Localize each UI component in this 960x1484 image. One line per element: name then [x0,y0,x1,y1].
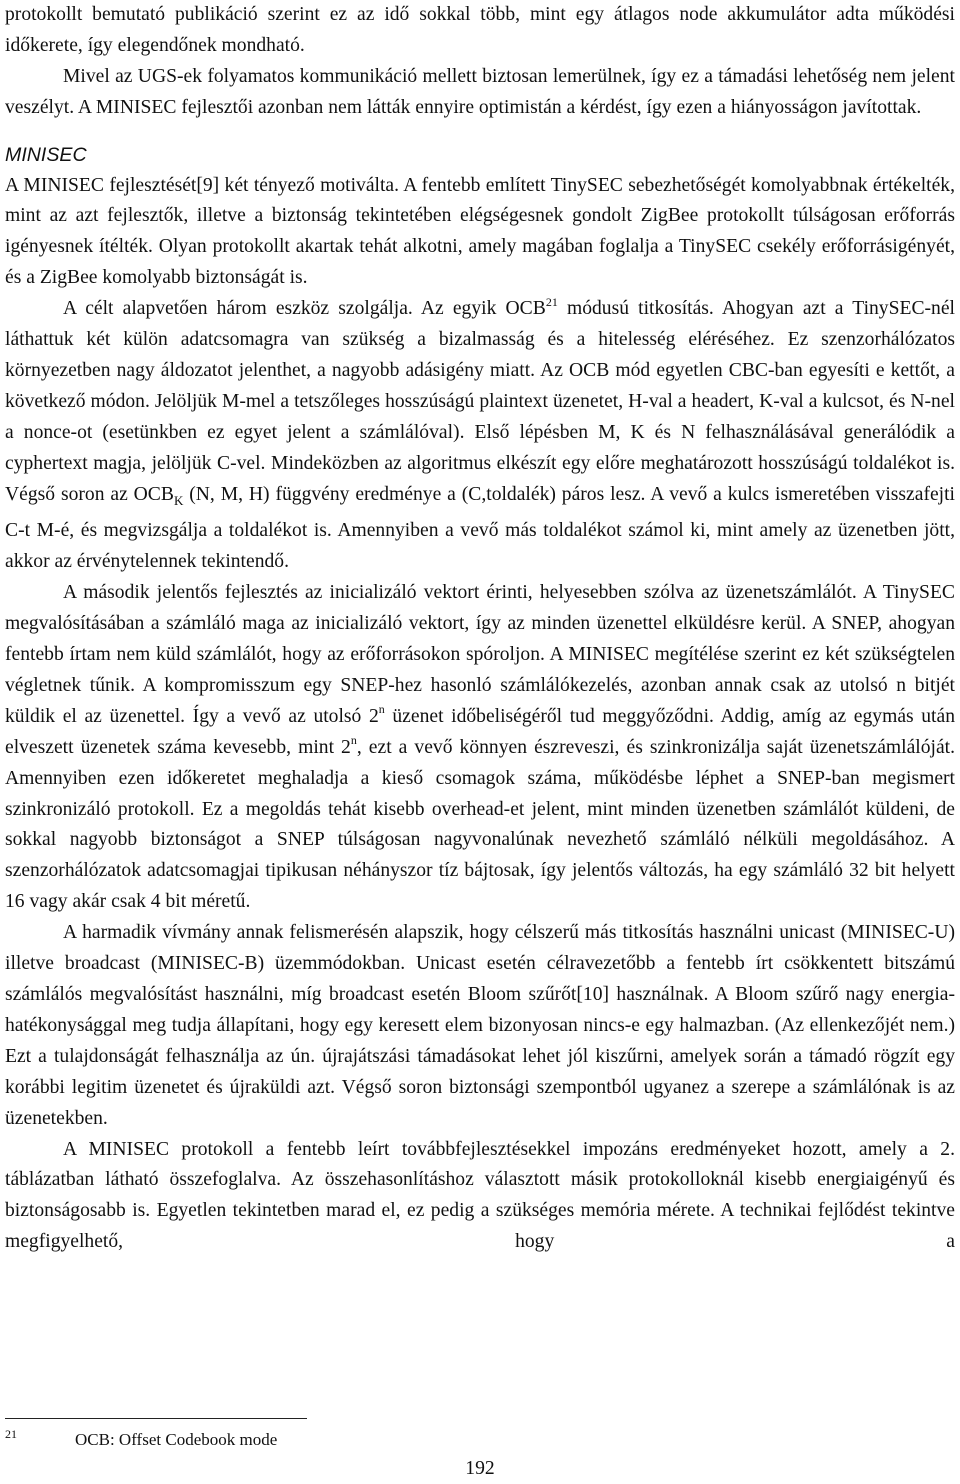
counter-text-a: A második jelentős fejlesztés az inicializáló vektort érinti, helyesebben szólva az üzenetszámlálót. A TinySEC megvalósításában a számláló maga az inicializáló vektort, így az minden üzenettel elküldésre kerül. A SNEP, ahogyan fentebb írtam nem küld számlálót, hogy az erőforrásokon spóroljon. A MINISEC megítélése szerint ez két szükségtelen végletnek tűnik. A kompromisszum egy SNEP-hez hasonló számlálókezelés, azonban annak csak az utolsó n bitjét küldik el az üzenettel. Így a vevő az utolsó 2 [5,582,955,727]
footnote-ref[interactable]: 21 [545,294,558,309]
paragraph-ocb [5,294,955,578]
superscript-n-1: n [378,702,385,717]
footnote-text: OCB: Offset Codebook mode [75,1430,278,1449]
paragraph-motivation: A MINISEC fejlesztését[9] két tényező motiválta. A fentebb említett TinySEC sebezhetőségét komolyabbnak értékelték, mint az azt fejlesztők, illetve a biztonság tekintetében elégségesnek gondolt ZigBee protokollt túlságosan erőforrás igényesnek ítélték. Olyan protokollt akartak tehát alkotni, amely magában foglalja a TinySEC csekély erőforrásigényét, és a ZigBee komolyabb biztonságát is. [5,174,955,289]
footnote: 21 OCB: Offset Codebook mode [5,1427,278,1449]
paragraph-counter [5,578,955,918]
paragraph-bloom: A harmadik vívmány annak felismerésén alapszik, hogy célszerű más titkosítás használni unicast (MINISEC-U) illetve broadcast (MINISEC-B) üzemmódokban. Unicast esetén célravezetőbb a fentebb írt csökkentett bitszámú számlálós megvalósítást használni, míg broadcast esetén Bloom szűrőt[10] használnak. A Bloom szűrő nagy energia-hatékonysággal meg tudja állapítani, hogy egy keresett elem bizonyosan nincs-e egy halmazban. (Az ellenkezőjét nem.) Ezt a tulajdonságát felhasználja az ún. újrajátszási támadásokat lehet jól kiszűrni, amelyek során a támadó rögzít egy korábbi legitim üzenetet és újraküldi azt. Végső soron biztonsági szempontból ugyanez a szerepe a számlálónak is az üzenetekben. [5,922,955,1129]
counter-text-c: , ezt a vevő könnyen észreveszi, és szinkronizálja saját üzenetszámlálóját. Amennyiben ezen időkeretet meghaladja a kieső csomagok száma, működésbe léphet a SNEP-ban megismert szinkronizáló protokoll. Ez a megoldás tehát kisebb overhead-et jelent, mint minden üzenetben számlálót küldeni, de sokkal nagyobb biztonságot a SNEP túlságosan nagyvonalúnak nevezhető számláló nélküli megoldásához. A szenzorhálózatok adatcsomagjai tipikusan néhányszor tíz bájtosak, így jelentős változás, ha egy számláló 32 bit helyett 16 vagy akár csak 4 bit méretű. [5,736,956,913]
page-number: 192 [465,1458,495,1479]
ocb-text-b: módusú titkosítás. Ahogyan azt a TinySEC-nél láthattuk két külön adatcsomagra van szükség a bizalmasság és a hitelesség eléréséhez. Ez szenzorhálózatos környezetben nagy áldozatot jelenthet, a nagyobb adásigény miatt. Az OCB mód egyetlen CBC-ban egyesíti e kettőt, a következő módon. Jelöljük M-mel a tetszőleges hosszúságú plaintext üzenetet, H-val a headert, K-val a kulcsot, és N-nel a nonce-ot (esetünkben ez egyet jelent a számlálóval). Első lépésben M, K és N felhasználásával generálódik a cyphertext magja, jelöljük C-vel. Mindeközben az algoritmus elkészít egy előre meghatározott hosszúságú toldalékot is. Végső soron az OCB [5,298,955,505]
footnote-divider [5,1418,307,1419]
paragraph-results: A MINISEC protokoll a fentebb leírt továbbfejlesztésekkel impozáns eredményeket hozott, amely a 2. táblázatban látható összefoglalva. Az összehasonlításhoz választott másik protokolloknál kisebb energiaigényű és biztonságosabb is. Egyetlen tekintetben marad el, ez pedig a szükséges memória mérete. A technikai fejlődést tekintve megfigyelhető, hogy a [5,1138,955,1253]
section-title: MINISEC [5,143,87,166]
paragraph-ugs: Mivel az UGS-ek folyamatos kommunikáció mellett biztosan lemerülnek, így ez a támadási lehetőség nem jelent veszélyt. A MINISEC fejlesztői azonban nem látták ennyire optimistán a kérdést, így ezen a hiányosságon javítottak. [5,65,955,118]
counter-text-b: üzenet időbeliségéről tud meggyőződni. Addig, amíg az egymás után elveszett üzenetek száma kevesebb, mint 2 [5,705,955,758]
continued-paragraph: protokollt bemutató publikáció szerint ez az idő sokkal több, mint egy átlagos node akkumulátor adta működési időkerete, így elegendőnek mondható. [5,4,955,56]
ocb-text-a: A célt alapvetően három eszköz szolgálja. Az egyik OCB [63,298,546,320]
ocb-text-c: (N, M, H) függvény eredménye a (C,toldalék) páros lesz. A vevő a kulcs ismeretében visszafejti C-t M-é, és megvizsgálja a toldalékot is. Amennyiben a vevő más toldalékot számol ki, mint amely az üzenetben jött, akkor az érvénytelennek tekintendő. [5,483,955,573]
document-page [5,0,955,1258]
superscript-n-2: n [350,733,357,748]
ocb-subscript: K [173,492,184,508]
